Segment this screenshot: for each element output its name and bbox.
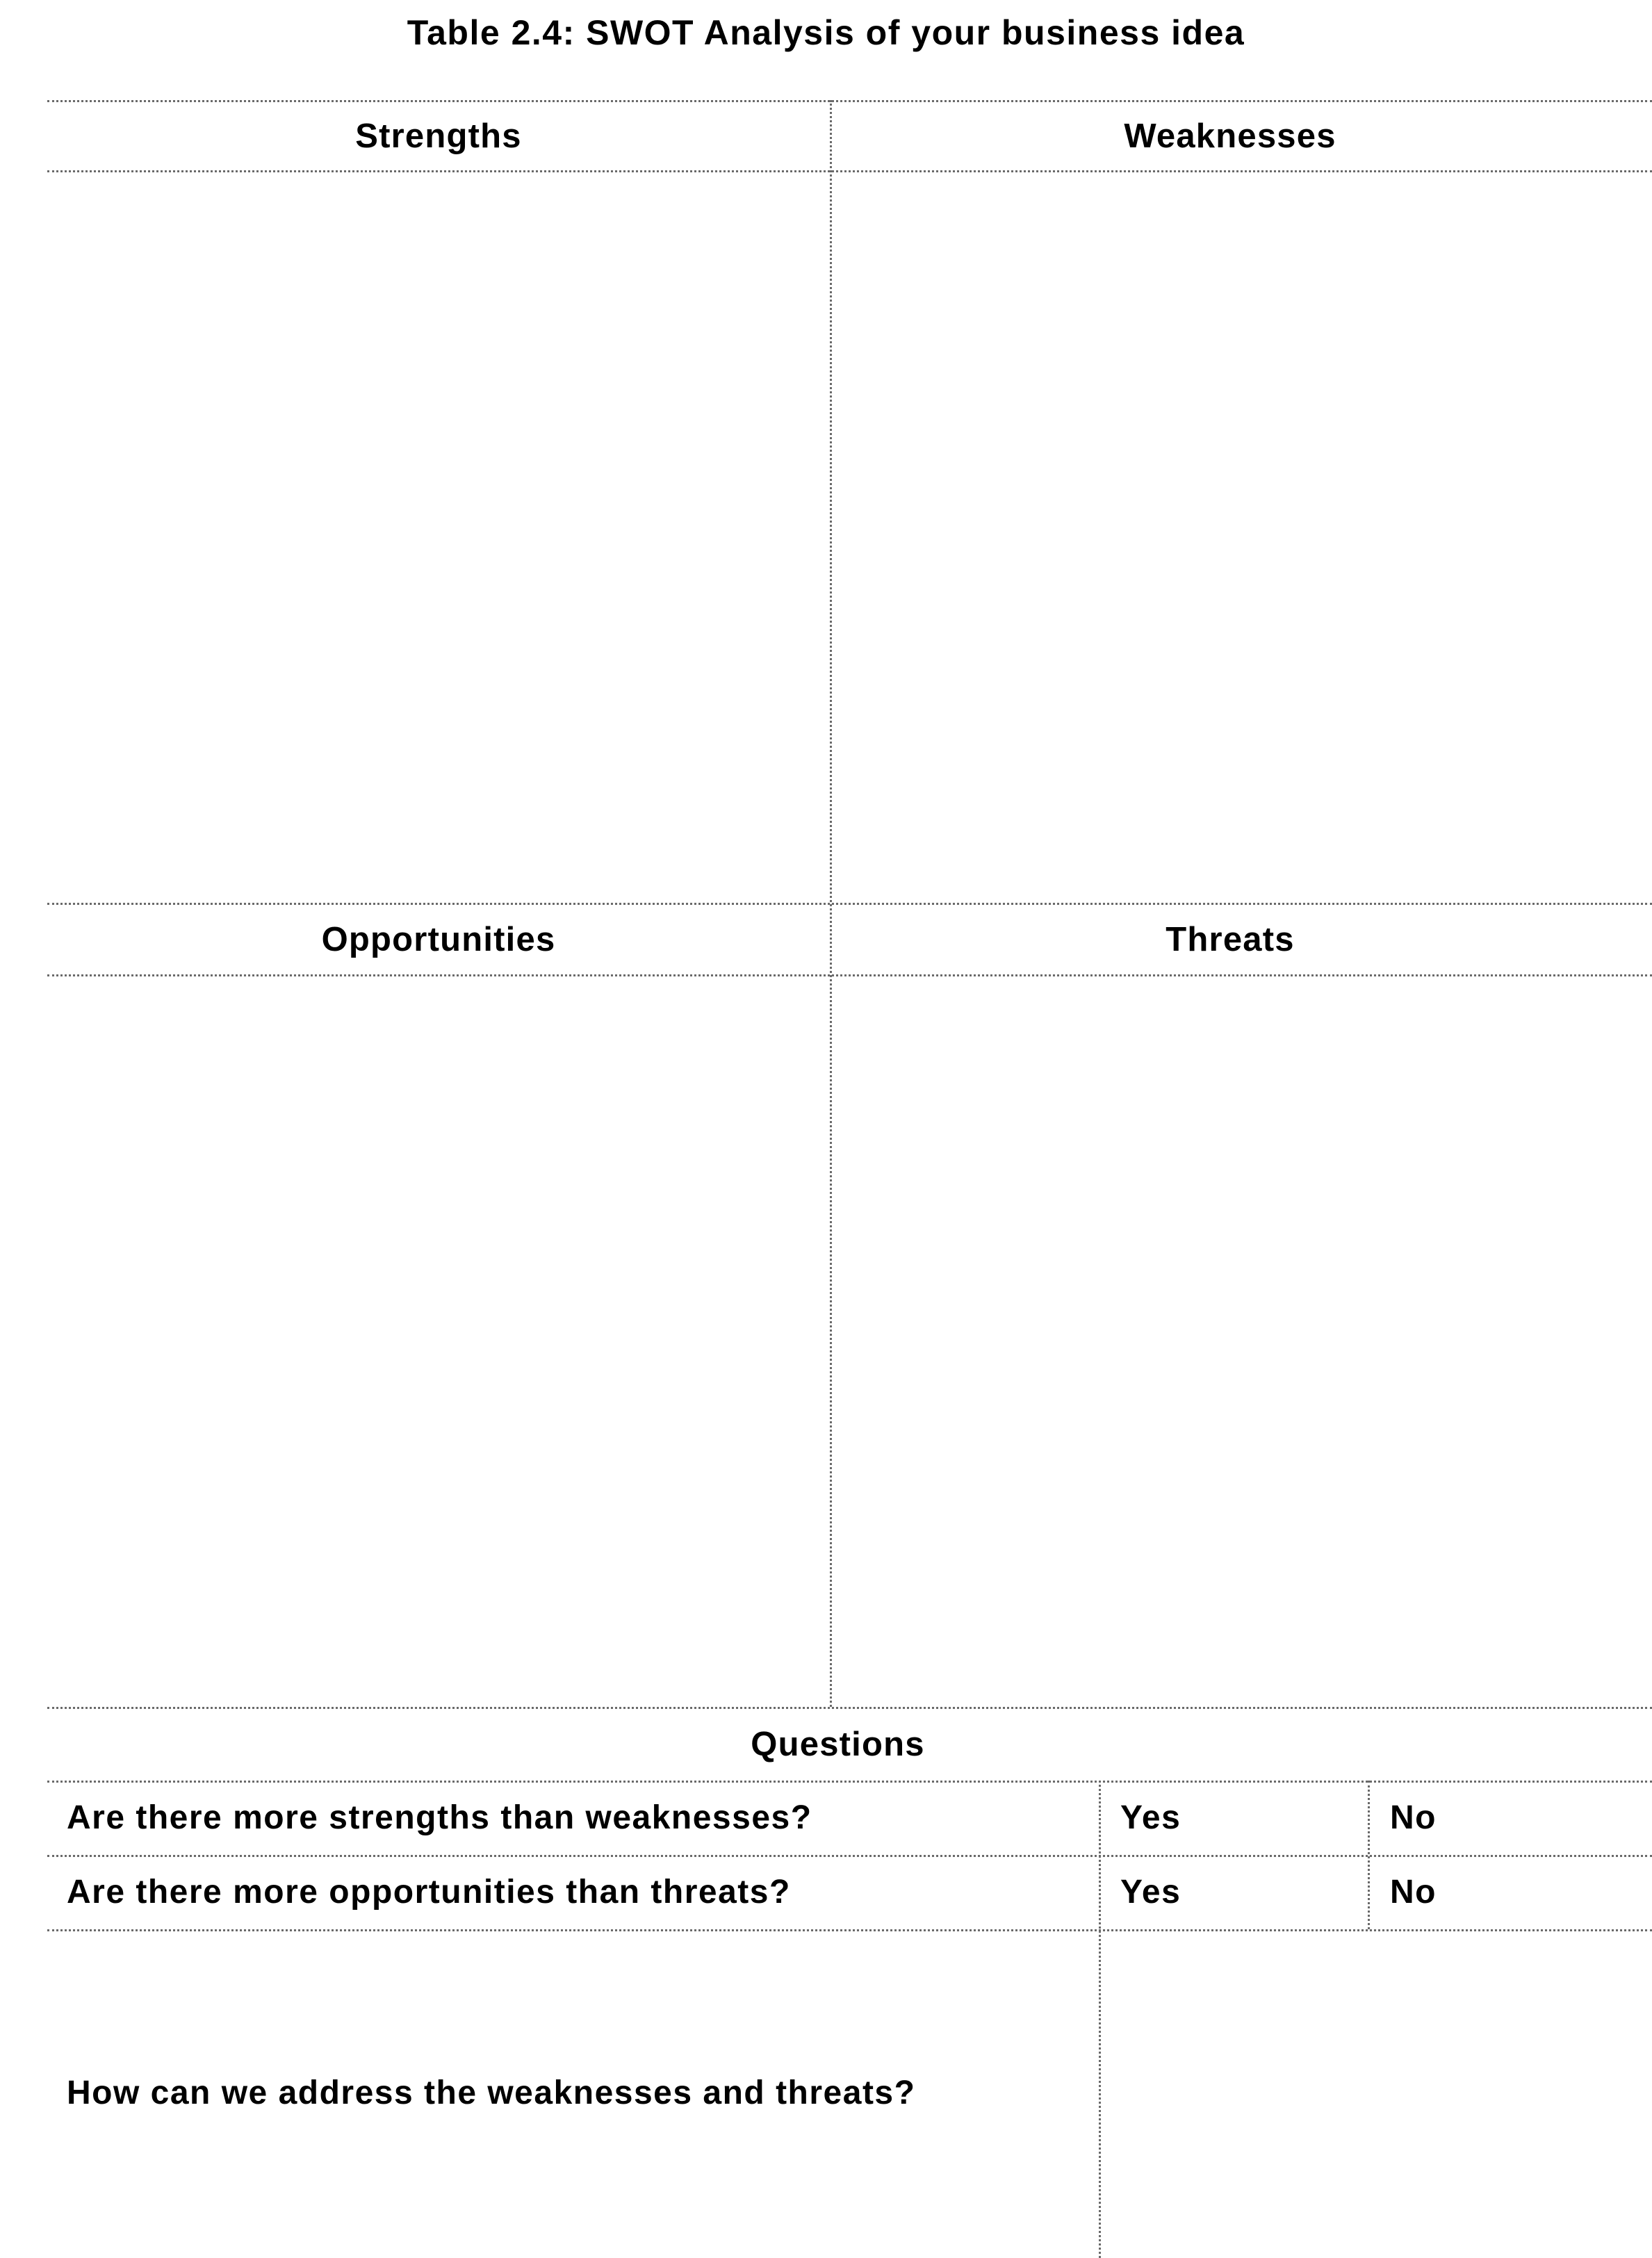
threats-answer-area[interactable] <box>833 978 1652 1705</box>
question-address-weaknesses-threats: How can we address the weaknesses and threats? <box>67 2075 916 2111</box>
divider <box>47 1929 1652 1931</box>
table-title: Table 2.4: SWOT Analysis of your business idea <box>407 13 1245 52</box>
divider <box>47 1855 1652 1857</box>
divider <box>1368 1781 1370 1929</box>
weaknesses-header: Weaknesses <box>1124 117 1336 155</box>
no-option[interactable]: No <box>1390 1874 1437 1911</box>
opportunities-answer-area[interactable] <box>47 978 828 1705</box>
opportunities-header: Opportunities <box>321 921 556 958</box>
no-option[interactable]: No <box>1390 1799 1437 1836</box>
divider <box>47 100 1652 102</box>
weaknesses-answer-area[interactable] <box>833 174 1652 901</box>
questions-header: Questions <box>751 1726 925 1763</box>
divider <box>1099 1781 1101 2258</box>
divider <box>830 100 832 1707</box>
divider <box>47 974 1652 976</box>
divider <box>47 170 1652 172</box>
address-answer-area[interactable] <box>1102 1933 1652 2258</box>
divider <box>47 903 1652 905</box>
yes-option[interactable]: Yes <box>1120 1799 1181 1836</box>
strengths-header: Strengths <box>355 117 522 155</box>
question-opportunities-vs-threats: Are there more opportunities than threats? <box>67 1874 791 1911</box>
yes-option[interactable]: Yes <box>1120 1874 1181 1911</box>
threats-header: Threats <box>1166 921 1295 958</box>
strengths-answer-area[interactable] <box>47 174 828 901</box>
divider <box>47 1707 1652 1709</box>
divider <box>47 1781 1652 1783</box>
question-strengths-vs-weaknesses: Are there more strengths than weaknesses? <box>67 1799 812 1836</box>
